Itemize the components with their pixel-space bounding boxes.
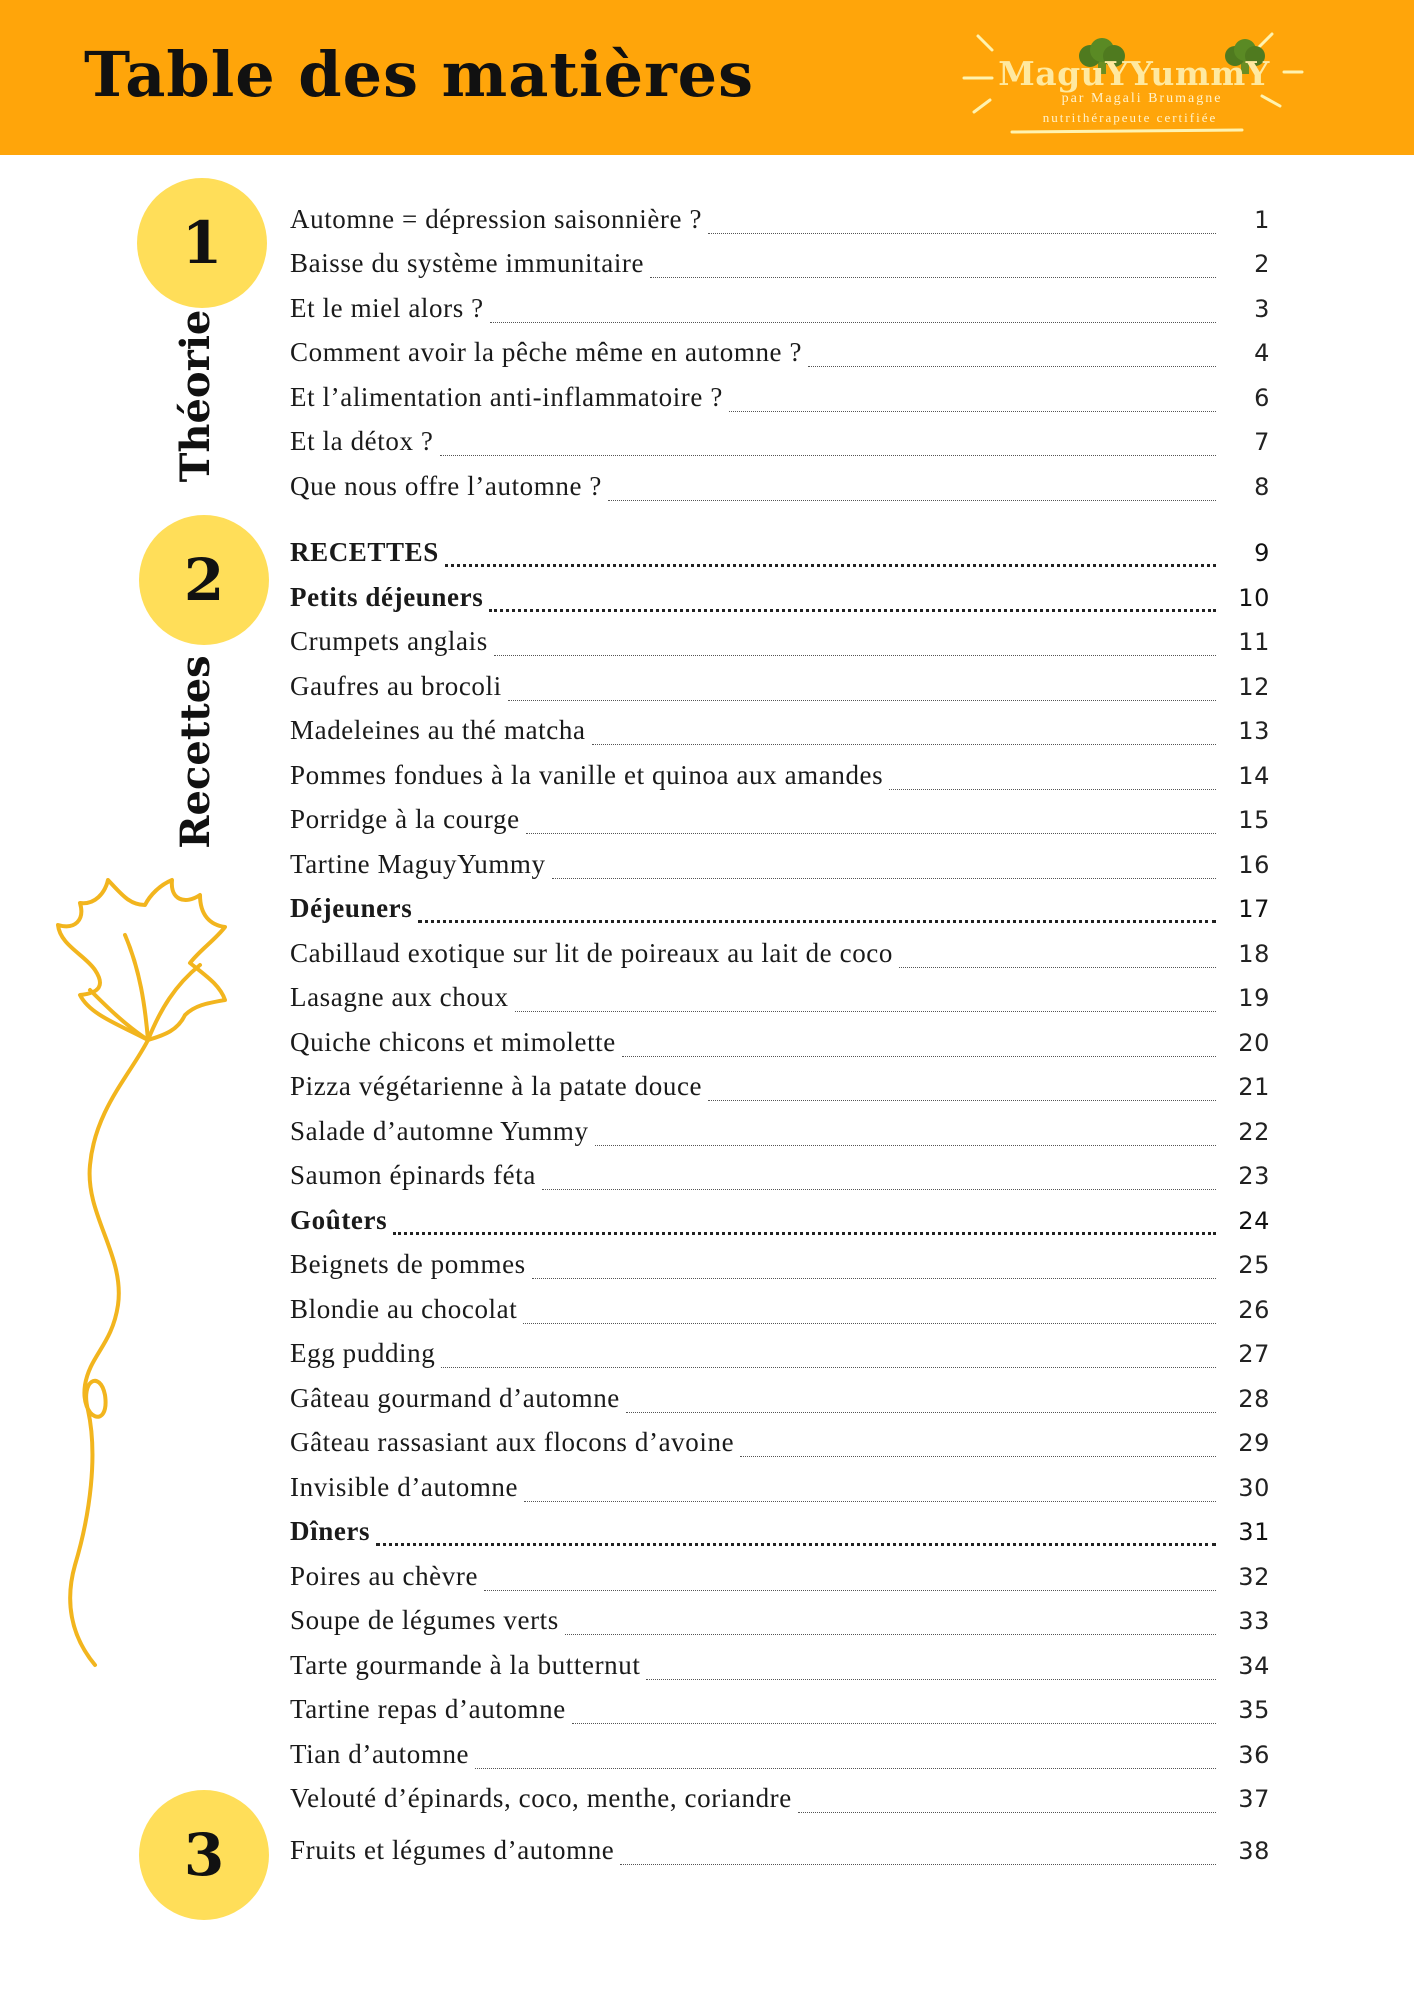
toc-entry-label: Porridge à la courge (290, 804, 520, 834)
dot-leader (532, 1278, 1216, 1279)
toc-entry-page: 10 (1238, 584, 1270, 612)
toc-entry-page: 30 (1238, 1474, 1270, 1502)
toc-entry-label: Et le miel alors ? (290, 293, 484, 323)
dot-leader (565, 1634, 1216, 1635)
toc-entry[interactable] (290, 1338, 1270, 1378)
toc-entry-label: Dîners (290, 1516, 371, 1546)
toc-entry[interactable] (290, 626, 1270, 666)
toc-entry-label: Beignets de pommes (290, 1249, 526, 1279)
toc-entry-label: Blondie au chocolat (290, 1294, 518, 1324)
toc-entry[interactable] (290, 1071, 1270, 1111)
toc-entry-label: Fruits et légumes d’automne (290, 1835, 615, 1865)
dot-leader (808, 366, 1216, 367)
dot-leader (490, 322, 1216, 323)
toc-section-heading[interactable] (290, 537, 1270, 577)
dot-leader (595, 1145, 1216, 1146)
dot-leader (508, 700, 1216, 701)
toc-entry-page: 34 (1238, 1652, 1270, 1680)
toc-entry-label: Tartine repas d’automne (290, 1694, 566, 1724)
toc-entry-label: Crumpets anglais (290, 626, 488, 656)
toc-entry[interactable] (290, 938, 1270, 978)
dot-leader (484, 1590, 1216, 1591)
dot-leader (650, 277, 1216, 278)
toc-entry-label: Gâteau rassasiant aux flocons d’avoine (290, 1427, 735, 1457)
dot-leader (572, 1723, 1216, 1724)
toc-entry[interactable] (290, 760, 1270, 800)
toc-entry[interactable] (290, 1650, 1270, 1690)
toc-entry-label: Quiche chicons et mimolette (290, 1027, 616, 1057)
dot-leader (740, 1456, 1216, 1457)
toc-entry-label: RECETTES (290, 537, 439, 567)
toc-entry[interactable] (290, 426, 1270, 466)
toc-entry[interactable] (290, 849, 1270, 889)
toc-entry-label: Et l’alimentation anti-inflammatoire ? (290, 382, 723, 412)
toc-entry-page: 25 (1238, 1251, 1270, 1279)
section-label-recettes: Recettes (172, 655, 219, 849)
toc-entry-page: 32 (1238, 1563, 1270, 1591)
toc-entry-page: 15 (1238, 806, 1270, 834)
toc-entry-page: 33 (1238, 1607, 1270, 1635)
toc-entry[interactable] (290, 1294, 1270, 1334)
toc-entry-label: Déjeuners (290, 893, 413, 923)
toc-entry-page: 3 (1254, 295, 1270, 323)
toc-entry[interactable] (290, 1383, 1270, 1423)
dot-leader (542, 1189, 1216, 1190)
toc-entry-label: Pommes fondues à la vanille et quinoa aux amandes (290, 760, 884, 790)
toc-entry-label: Egg pudding (290, 1338, 436, 1368)
toc-entry-label: Invisible d’automne (290, 1472, 519, 1502)
toc-entry-label: Tian d’automne (290, 1739, 470, 1769)
toc-entry-page: 28 (1238, 1385, 1270, 1413)
toc-entry-label: Madeleines au thé matcha (290, 715, 586, 745)
toc-entry-page: 13 (1238, 717, 1270, 745)
toc-entry-page: 36 (1238, 1741, 1270, 1769)
toc-entry-label: Baisse du système immunitaire (290, 248, 645, 278)
toc-entry[interactable] (290, 293, 1270, 333)
toc-entry[interactable] (290, 804, 1270, 844)
dot-leader (592, 744, 1216, 745)
dot-leader (523, 1323, 1216, 1324)
toc-entry-label: Comment avoir la pêche même en automne ? (290, 337, 803, 367)
toc-entry[interactable] (290, 1835, 1270, 1875)
toc-entry[interactable] (290, 337, 1270, 377)
toc-entry-page: 6 (1254, 384, 1270, 412)
toc-entry-page: 11 (1238, 628, 1270, 656)
toc-entry-label: Soupe de légumes verts (290, 1605, 559, 1635)
toc-entry-label: Cabillaud exotique sur lit de poireaux au lait de coco (290, 938, 893, 968)
toc-entry-page: 26 (1238, 1296, 1270, 1324)
dot-leader (515, 1011, 1216, 1012)
toc-entry-label: Automne = dépression saisonnière ? (290, 204, 703, 234)
toc-entry-page: 21 (1238, 1073, 1270, 1101)
toc-entry-page: 8 (1254, 473, 1270, 501)
toc-entry[interactable] (290, 1739, 1270, 1779)
toc-section-heading[interactable] (290, 893, 1270, 933)
toc-entry-page: 27 (1238, 1340, 1270, 1368)
dot-leader (729, 411, 1216, 412)
toc-entry-page: 37 (1238, 1785, 1270, 1813)
toc-entry-page: 12 (1238, 673, 1270, 701)
toc-entry-label: Tartine MaguyYummy (290, 849, 546, 879)
toc-entry-page: 19 (1238, 984, 1270, 1012)
toc-entry[interactable] (290, 382, 1270, 422)
header-banner (0, 0, 1414, 155)
toc-entry-label: Petits déjeuners (290, 582, 484, 612)
toc-entry-label: Gaufres au brocoli (290, 671, 502, 701)
toc-entry-page: 2 (1254, 250, 1270, 278)
toc-entry-page: 23 (1238, 1162, 1270, 1190)
toc-entry-label: Et la détox ? (290, 426, 434, 456)
toc-entry-page: 4 (1254, 339, 1270, 367)
toc-entry[interactable] (290, 1605, 1270, 1645)
dot-leader (798, 1812, 1216, 1813)
toc-entry[interactable] (290, 471, 1270, 511)
toc-entry[interactable] (290, 248, 1270, 288)
toc-entry[interactable] (290, 1472, 1270, 1512)
dot-leader (475, 1768, 1216, 1769)
toc-entry[interactable] (290, 1116, 1270, 1156)
toc-entry[interactable] (290, 1694, 1270, 1734)
dot-leader (708, 1100, 1216, 1101)
toc-entry-page: 20 (1238, 1029, 1270, 1057)
toc-entry-label: Poires au chèvre (290, 1561, 479, 1591)
toc-entry-page: 35 (1238, 1696, 1270, 1724)
dot-leader (494, 655, 1216, 656)
toc-section-heading[interactable] (290, 582, 1270, 622)
toc-entry-label: Velouté d’épinards, coco, menthe, coriandre (290, 1783, 792, 1813)
toc-entry-page: 29 (1238, 1429, 1270, 1457)
toc-entry[interactable] (290, 1160, 1270, 1200)
dot-leader (646, 1679, 1216, 1680)
toc-entry[interactable] (290, 1249, 1270, 1289)
toc-entry-page: 18 (1238, 940, 1270, 968)
logo-byline: par Magali Brumagne (1061, 91, 1223, 106)
section-label-theorie: Théorie (172, 309, 219, 483)
dot-leader (626, 1412, 1216, 1413)
dot-leader (708, 233, 1216, 234)
toc-entry-page: 17 (1238, 895, 1270, 923)
toc-entry-page: 38 (1238, 1837, 1270, 1865)
dot-leader (489, 609, 1216, 612)
dot-leader (524, 1501, 1216, 1502)
toc-entry[interactable] (290, 1783, 1270, 1823)
toc-entry-label: Lasagne aux choux (290, 982, 509, 1012)
toc-entry[interactable] (290, 1561, 1270, 1601)
toc-entry-page: 14 (1238, 762, 1270, 790)
toc-entry[interactable] (290, 1427, 1270, 1467)
toc-entry-label: Que nous offre l’automne ? (290, 471, 603, 501)
section-number-3: 3 (139, 1790, 269, 1920)
dot-leader (608, 500, 1216, 501)
toc-entry-page: 7 (1254, 428, 1270, 456)
toc-entry[interactable] (290, 715, 1270, 755)
toc-section-heading[interactable] (290, 1516, 1270, 1556)
section-number-1: 1 (137, 178, 267, 308)
toc-entry[interactable] (290, 1027, 1270, 1067)
brand-logo (952, 20, 1312, 145)
toc-entry[interactable] (290, 671, 1270, 711)
dot-leader (622, 1056, 1216, 1057)
logo-subtitle: nutrithérapeute certifiée (1042, 110, 1218, 125)
dot-leader (376, 1543, 1216, 1546)
dot-leader (393, 1232, 1216, 1235)
toc-entry-page: 31 (1238, 1518, 1270, 1546)
toc-entry[interactable] (290, 982, 1270, 1022)
dot-leader (440, 455, 1217, 456)
toc-entry-page: 22 (1238, 1118, 1270, 1146)
logo-name: MaguYYummY (998, 54, 1270, 93)
toc-entry-page: 1 (1254, 206, 1270, 234)
dot-leader (418, 920, 1216, 923)
toc-entry-label: Tarte gourmande à la butternut (290, 1650, 641, 1680)
dot-leader (899, 967, 1216, 968)
toc-entry-label: Pizza végétarienne à la patate douce (290, 1071, 703, 1101)
toc-entry-label: Saumon épinards féta (290, 1160, 536, 1190)
section-number-2: 2 (139, 515, 269, 645)
toc-entry-page: 16 (1238, 851, 1270, 879)
vine-leaf-decoration (50, 875, 240, 1675)
toc-entry-label: Goûters (290, 1205, 388, 1235)
dot-leader (620, 1864, 1216, 1865)
dot-leader (526, 833, 1216, 834)
dot-leader (889, 789, 1216, 790)
page-title: Table des matières (84, 38, 755, 111)
toc-entry-label: Salade d’automne Yummy (290, 1116, 589, 1146)
dot-leader (441, 1367, 1216, 1368)
toc-entry-page: 24 (1238, 1207, 1270, 1235)
toc-section-heading[interactable] (290, 1205, 1270, 1245)
dot-leader (445, 564, 1216, 567)
toc-entry-page: 9 (1254, 539, 1270, 567)
toc-entry[interactable] (290, 204, 1270, 244)
dot-leader (552, 878, 1216, 879)
toc-entry-label: Gâteau gourmand d’automne (290, 1383, 620, 1413)
